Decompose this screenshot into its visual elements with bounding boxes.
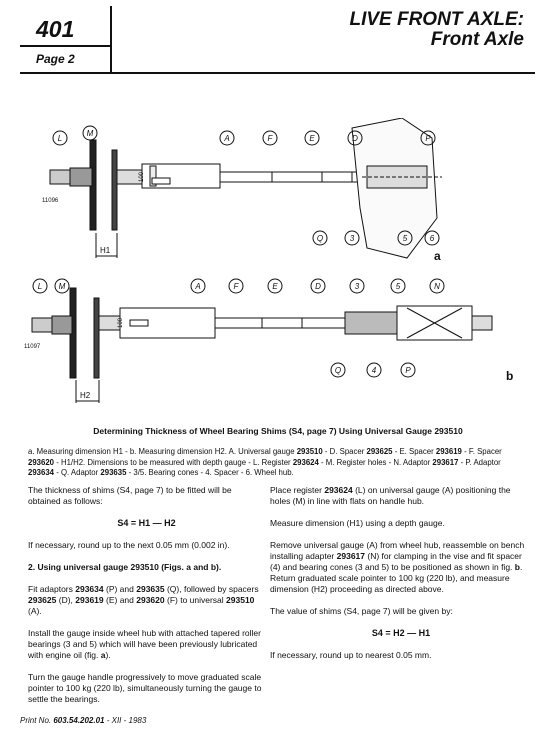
- formula-s4-a: S4 = H1 — H2: [117, 518, 176, 528]
- round-up-paragraph: If necessary, round up to the next 0.05 mm (0.002 in).: [28, 540, 230, 550]
- figure-b: [32, 279, 492, 403]
- gauge-diagram: [22, 118, 532, 418]
- label-b-3: 3: [354, 282, 360, 291]
- left-column: [28, 485, 265, 716]
- label-b-M: M: [58, 282, 66, 291]
- page-title: [349, 10, 524, 50]
- figure-code-b: 11097: [24, 344, 41, 350]
- label-a-A: A: [224, 134, 230, 143]
- label-a-5: 5: [402, 234, 408, 243]
- measure-h1-paragraph: Measure dimension (H1) using a depth gauge.: [270, 518, 445, 528]
- label-a-L: L: [57, 134, 63, 143]
- label-b-5: 5: [395, 282, 401, 291]
- label-a-Q: Q: [316, 234, 324, 243]
- caption-part: - H1/H2. Dimensions to be measured with depth gauge - L. Register: [54, 457, 293, 467]
- shim-intro-paragraph: The thickness of shims (S4, page 7) to be fitted will be obtained as follows:: [28, 485, 232, 506]
- page-label: Page 2: [36, 52, 75, 66]
- caption-part-code: 293635: [100, 468, 127, 477]
- round-up-paragraph-2: If necessary, round up to nearest 0.05 mm.: [270, 650, 432, 660]
- label-a-F: F: [267, 134, 273, 143]
- header-rule-bottom: [110, 72, 535, 74]
- caption-part: - Q. Adaptor: [54, 468, 101, 477]
- place-register-paragraph: Place register 293624 (L) on universal gauge (A) positioning the holes (M) in line with flats on handle hub.: [270, 485, 511, 506]
- caption-part: - E. Spacer: [392, 447, 436, 456]
- figure-caption-title: Determining Thickness of Wheel Bearing Shims (S4, page 7) Using Universal Gauge 293510: [93, 426, 463, 436]
- caption-part-code: 293624: [292, 457, 319, 467]
- header-rule-top: [20, 45, 110, 47]
- label-a-P: P: [425, 134, 431, 143]
- label-b-Q: Q: [334, 366, 342, 375]
- caption-part-code: 293510: [296, 447, 323, 456]
- label-a-3: 3: [349, 234, 355, 243]
- caption-part-code: 293619: [435, 447, 462, 456]
- fit-adaptors-paragraph: Fit adaptors 293634 (P) and 293635 (Q), followed by spacers 293625 (D), 293619 (E) and 293620 (F) to universal 293510 (A).: [28, 584, 259, 616]
- label-a-6: 6: [429, 234, 435, 243]
- label-b-L: L: [37, 282, 43, 291]
- scale-text-b: 100: [118, 317, 124, 328]
- caption-part: - M. Register holes - N. Adaptor: [318, 457, 433, 467]
- caption-part: - 3/5. Bearing cones - 4. Spacer - 6. Wheel hub.: [126, 468, 294, 477]
- figure-code-a: 11096: [42, 198, 59, 204]
- label-b-N: N: [434, 282, 440, 291]
- caption-part: a. Measuring dimension H1 - b. Measuring dimension H2. A. Universal gauge: [28, 447, 297, 456]
- caption-part: - P. Adaptor: [458, 457, 501, 467]
- dim-h1-label: H1: [100, 246, 111, 255]
- figure-a: [50, 118, 442, 258]
- right-column: [270, 485, 532, 672]
- panel-label-b: b: [506, 369, 514, 383]
- caption-part-code: 293617: [432, 457, 459, 467]
- title-line-2: Front Axle: [430, 29, 524, 50]
- header-rule-vertical: [110, 6, 112, 74]
- label-b-F: F: [233, 282, 239, 291]
- title-line-1: LIVE FRONT AXLE:: [349, 9, 524, 30]
- label-a-E: E: [309, 134, 315, 143]
- label-b-E: E: [272, 282, 278, 291]
- turn-handle-paragraph: Turn the gauge handle progressively to move graduated scale pointer to 100 kg (220 lb), simultaneously turning the gauge to settle the bearings.: [28, 672, 262, 704]
- panel-label-a: a: [434, 249, 441, 263]
- shim-value-paragraph: The value of shims (S4, page 7) will be given by:: [270, 606, 453, 616]
- label-b-D: D: [315, 282, 321, 291]
- header-rule-left: [20, 72, 110, 74]
- scale-text-a: 100: [139, 171, 145, 182]
- install-gauge-paragraph: Install the gauge inside wheel hub with attached tapered roller bearings (3 and 5) which will have been previously lubricated with engine oil (fig. a).: [28, 628, 261, 660]
- formula-s4-b: S4 = H2 — H1: [371, 628, 431, 638]
- caption-part: - F. Spacer: [461, 447, 502, 456]
- caption-part-code: 293620: [28, 457, 55, 467]
- label-a-M: M: [86, 129, 94, 138]
- figure-caption-body: [28, 447, 528, 479]
- caption-part-code: 293625: [366, 447, 393, 456]
- caption-part-code: 293634: [28, 468, 55, 477]
- label-b-P: P: [405, 366, 411, 375]
- dim-h2-label: H2: [80, 391, 91, 400]
- print-number: Print No. 603.54.202.01 - XII - 1983: [20, 716, 147, 725]
- remove-gauge-paragraph: Remove universal gauge (A) from wheel hub, reassemble on bench installing adapter 293617 (N) for clamping in the vise and fit spacer (4) and bearing cones (3 and 5) to be positioned as shown in fig. b. Return graduated scale pointer to 100 kg (220 lb), and measure dimension (H2) proceeding as directed above.: [270, 540, 525, 594]
- label-b-4: 4: [371, 366, 377, 375]
- label-a-D: D: [352, 134, 358, 143]
- label-b-A: A: [195, 282, 201, 291]
- page-number: 401: [36, 16, 75, 42]
- caption-part: - D. Spacer: [322, 447, 367, 456]
- section-heading: 2. Using universal gauge 293510 (Figs. a and b).: [28, 562, 222, 572]
